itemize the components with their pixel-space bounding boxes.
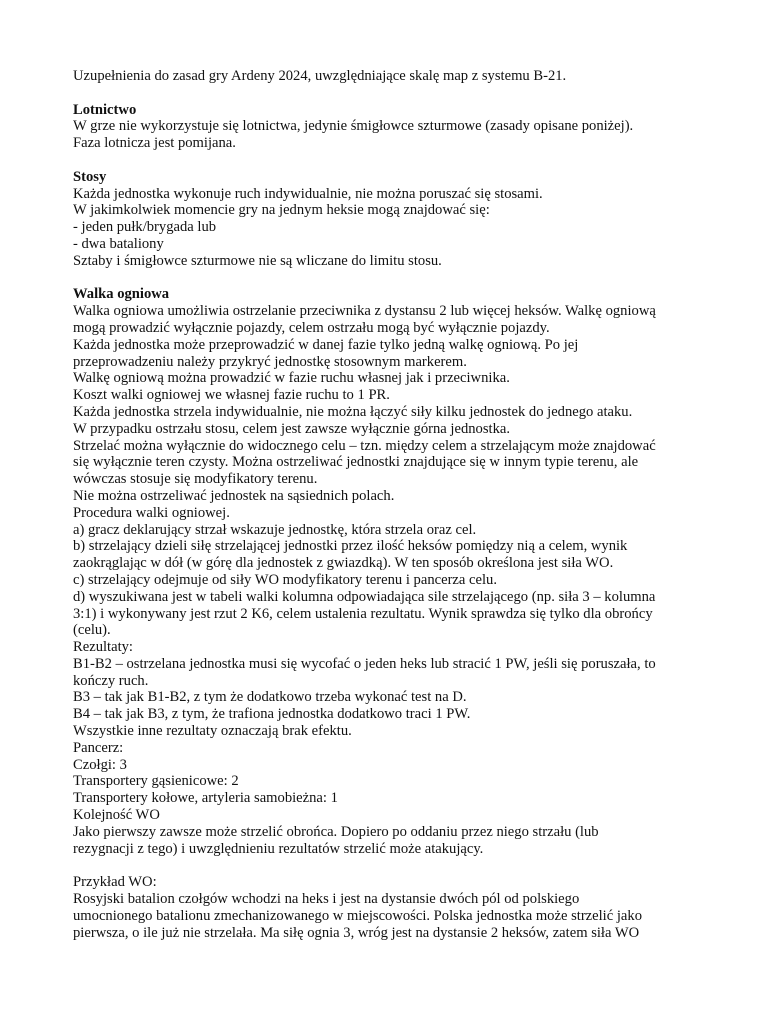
list-item: - jeden pułk/brygada lub	[73, 219, 217, 236]
paragraph-line: Koszt walki ogniowej we własnej fazie ruchu to 1 PR.	[73, 387, 390, 404]
armor-line: Czołgi: 3	[73, 756, 127, 773]
paragraph-line: się wyłącznie teren czysty. Można ostrzeliwać jednostki znajdujące się w innym typie terenu, ale	[73, 454, 639, 471]
paragraph-line: rezygnacji z tego) i uwzględnieniu rezultatów strzelić może atakujący.	[73, 840, 484, 857]
paragraph-line: mogą prowadzić wyłącznie pojazdy, celem ostrzału mogą być wyłącznie pojazdy.	[73, 319, 550, 336]
subheading: Kolejność WO	[73, 807, 160, 824]
subheading: Pancerz:	[73, 739, 124, 756]
spacer	[73, 270, 703, 287]
subheading: Rezultaty:	[73, 639, 133, 656]
procedure-step: b) strzelający dzieli siłę strzelającej jednostki przez ilość heksów pomiędzy nią a celem, wynik	[73, 538, 628, 555]
paragraph-line: Faza lotnicza jest pomijana.	[73, 135, 236, 152]
subheading: Procedura walki ogniowej.	[73, 504, 230, 521]
list-item: - dwa bataliony	[73, 235, 164, 252]
paragraph-line: Rosyjski batalion czołgów wchodzi na heks i jest na dystansie dwóch pól od polskiego	[73, 891, 580, 908]
paragraph-line: Nie można ostrzeliwać jednostek na sąsiednich polach.	[73, 487, 395, 504]
procedure-step: d) wyszukiwana jest w tabeli walki kolumna odpowiadająca sile strzelającego (np. siła 3 – kolumna	[73, 588, 656, 605]
paragraph-line: Walkę ogniową można prowadzić w fazie ruchu własnej jak i przeciwnika.	[73, 370, 510, 387]
section-lotnictwo	[73, 102, 703, 152]
procedure-step: zaokrąglając w dół (w górę dla jednostek z gwiazdką). W ten sposób określona jest siła WO.	[73, 555, 614, 572]
section-stosy	[73, 169, 703, 270]
result-line: B3 – tak jak B1-B2, z tym że dodatkowo trzeba wykonać test na D.	[73, 689, 467, 706]
procedure-step: c) strzelający odejmuje od siły WO modyfikatory terenu i pancerza celu.	[73, 571, 497, 588]
paragraph-line: W grze nie wykorzystuje się lotnictwa, jedynie śmigłowce szturmowe (zasady opisane poniżej).	[73, 118, 634, 135]
paragraph-line: Każda jednostka wykonuje ruch indywidualnie, nie można poruszać się stosami.	[73, 185, 543, 202]
paragraph-line: Każda jednostka strzela indywidualnie, nie można łączyć siły kilku jednostek do jednego ataku.	[73, 403, 633, 420]
armor-line: Transportery kołowe, artyleria samobieżna: 1	[73, 790, 338, 807]
paragraph-line: W przypadku ostrzału stosu, celem jest zawsze wyłącznie górna jednostka.	[73, 420, 510, 437]
paragraph-line: umocnionego batalionu zmechanizowanego w miejscowości. Polska jednostka może strzelić jako	[73, 907, 642, 924]
section-przyklad	[73, 874, 703, 941]
paragraph-line: W jakimkolwiek momencie gry na jednym heksie mogą znajdować się:	[73, 202, 490, 219]
spacer	[73, 152, 703, 169]
paragraph-line: Sztaby i śmigłowce szturmowe nie są wliczane do limitu stosu.	[73, 252, 442, 269]
procedure-step: a) gracz deklarujący strzał wskazuje jednostkę, która strzela oraz cel.	[73, 521, 477, 538]
result-line: B4 – tak jak B3, z tym, że trafiona jednostka dodatkowo traci 1 PW.	[73, 706, 471, 723]
document-page	[73, 68, 703, 941]
paragraph-line: Strzelać można wyłącznie do widocznego celu – tzn. między celem a strzelającym może znajdować	[73, 437, 656, 454]
paragraph-line: przeprowadzeniu należy przykryć jednostkę stosownym markerem.	[73, 353, 467, 370]
spacer	[73, 85, 703, 102]
section-walka-ogniowa	[73, 286, 703, 857]
paragraph-line: pierwsza, o ile już nie strzelała. Ma siłę ognia 3, wróg jest na dystansie 2 heksów, zatem siła WO	[73, 924, 640, 941]
paragraph-line: Jako pierwszy zawsze może strzelić obrońca. Dopiero po oddaniu przez niego strzału (lub	[73, 823, 599, 840]
section-heading: Przykład WO:	[73, 874, 157, 891]
paragraph-line: Walka ogniowa umożliwia ostrzelanie przeciwnika z dystansu 2 lub więcej heksów. Walkę ogniową	[73, 303, 656, 320]
paragraph-line: Każda jednostka może przeprowadzić w danej fazie tylko jedną walkę ogniową. Po jej	[73, 336, 579, 353]
procedure-step: (celu).	[73, 622, 111, 639]
armor-line: Transportery gąsienicowe: 2	[73, 773, 239, 790]
section-heading: Lotnictwo	[73, 101, 137, 118]
spacer	[73, 857, 703, 874]
procedure-step: 3:1) i wykonywany jest rzut 2 K6, celem ustalenia rezultatu. Wynik sprawdza się tylko dla obrońcy	[73, 605, 653, 622]
result-line: B1-B2 – ostrzelana jednostka musi się wycofać o jeden heks lub stracić 1 PW, jeśli się poruszała, to	[73, 655, 656, 672]
result-line: kończy ruch.	[73, 672, 149, 689]
paragraph-line: wówczas stosuje się modyfikatory terenu.	[73, 471, 318, 488]
section-heading: Walka ogniowa	[73, 286, 170, 303]
result-line: Wszystkie inne rezultaty oznaczają brak efektu.	[73, 723, 352, 740]
document-intro: Uzupełnienia do zasad gry Ardeny 2024, uwzględniające skalę map z systemu B-21.	[73, 68, 567, 84]
section-heading: Stosy	[73, 168, 107, 185]
